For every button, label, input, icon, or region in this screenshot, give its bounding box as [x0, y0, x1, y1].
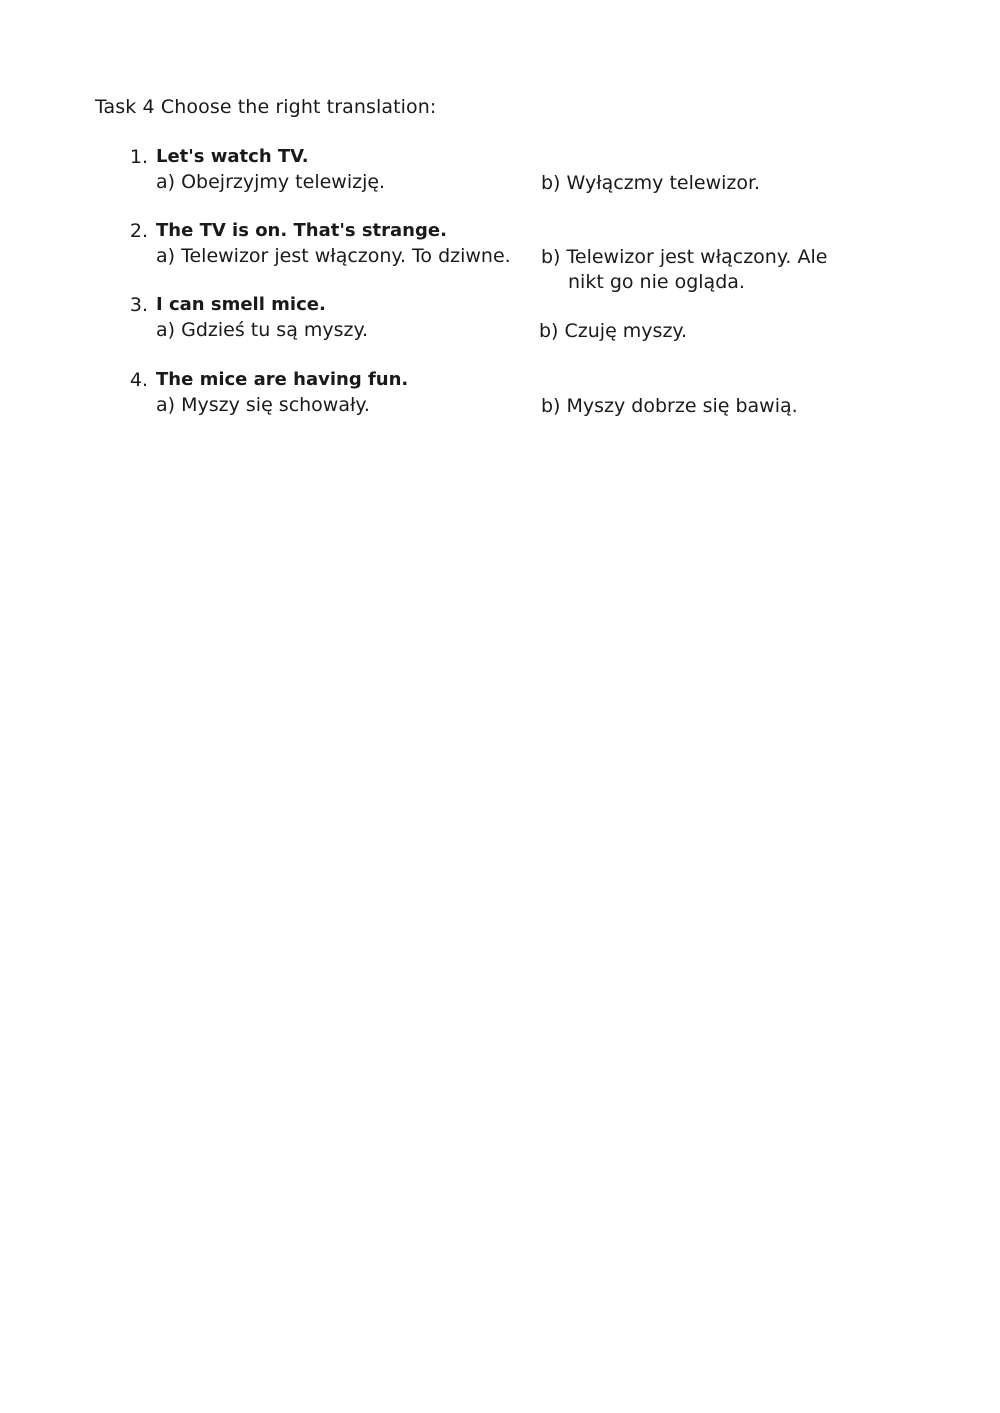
question-text: The TV is on. That's strange. [156, 220, 447, 241]
option-a[interactable]: a) Telewizor jest włączony. To dziwne. [156, 245, 511, 267]
question-text: The mice are having fun. [156, 369, 409, 390]
option-b[interactable] [541, 394, 851, 419]
option-a[interactable]: a) Myszy się schowały. [156, 394, 370, 416]
option-a[interactable]: a) Gdzieś tu są myszy. [156, 319, 369, 341]
option-b[interactable] [539, 319, 849, 344]
question-number: 1. [129, 146, 148, 168]
option-b-text: b) Telewizor jest włączony. Ale [541, 246, 828, 268]
option-a[interactable]: a) Obejrzyjmy telewizję. [156, 171, 386, 193]
question-text: Let's watch TV. [156, 146, 309, 167]
option-b[interactable] [541, 171, 851, 196]
option-b-continuation: nikt go nie ogląda. [568, 271, 745, 293]
option-b-text: b) Myszy dobrze się bawią. [541, 395, 798, 417]
option-b-text: b) Czuję myszy. [539, 320, 688, 342]
option-b-text: b) Wyłączmy telewizor. [541, 172, 761, 194]
option-b[interactable] [541, 245, 851, 295]
question-number: 3. [129, 294, 148, 316]
question-number: 4. [129, 369, 148, 391]
question-text: I can smell mice. [156, 294, 326, 315]
task-title: Task 4 Choose the right translation: [95, 96, 437, 118]
question-number: 2. [129, 220, 148, 242]
